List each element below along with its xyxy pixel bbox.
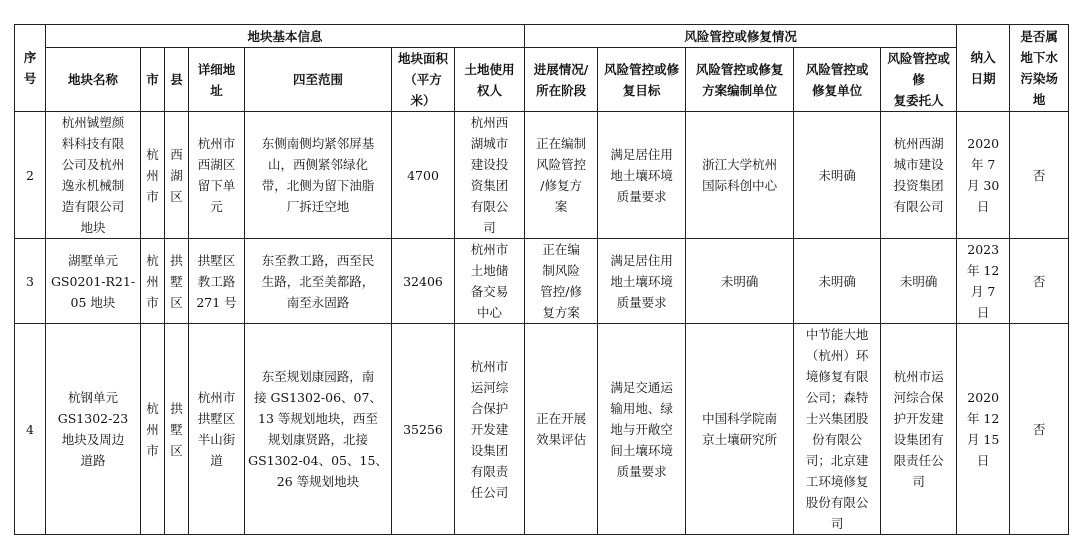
table-row — [15, 324, 1069, 535]
cell-owner: 杭州西 湖城市 建设投 资集团 有限公 司 — [455, 112, 525, 239]
cell-boundary: 东侧南侧均紧邻屏基 山，西侧紧邻绿化 带，北侧为留下油脂 厂拆迁空地 — [245, 112, 392, 239]
cell-date: 2020 年 12 月 15 日 — [957, 324, 1010, 535]
header-repair-unit: 风险管控或 修复单位 — [794, 48, 881, 112]
cell-progress: 正在编制 风险管控 /修复方 案 — [525, 112, 598, 239]
cell-date: 2023 年 12 月 7 日 — [957, 239, 1010, 324]
cell-client: 杭州市运 河综合保 护开发建 设集团有 限责任公 司 — [881, 324, 957, 535]
header-address: 详细地 址 — [189, 48, 245, 112]
cell-groundwater: 否 — [1010, 239, 1069, 324]
cell-area: 4700 — [392, 112, 455, 239]
cell-county: 西 湖 区 — [165, 112, 189, 239]
cell-groundwater: 否 — [1010, 324, 1069, 535]
cell-repair-unit: 未明确 — [794, 239, 881, 324]
header-groundwater: 是否属 地下水 污染场 地 — [1010, 25, 1069, 112]
cell-goal: 满足居住用 地土壤环境 质量要求 — [598, 239, 686, 324]
header-city: 市 — [141, 48, 165, 112]
cell-county: 拱 墅 区 — [165, 239, 189, 324]
cell-area: 32406 — [392, 239, 455, 324]
header-import-date: 纳入 日期 — [957, 25, 1010, 112]
cell-seq: 4 — [15, 324, 46, 535]
cell-address: 杭州市 西湖区 留下单 元 — [189, 112, 245, 239]
cell-name: 杭州铖塑颜 料科技有限 公司及杭州 逸永机械制 造有限公司 地块 — [46, 112, 141, 239]
cell-plan-unit: 中国科学院南 京土壤研究所 — [686, 324, 794, 535]
header-owner: 土地使用 权人 — [455, 48, 525, 112]
cell-city: 杭 州 市 — [141, 112, 165, 239]
cell-plan-unit: 未明确 — [686, 239, 794, 324]
cell-groundwater: 否 — [1010, 112, 1069, 239]
cell-boundary: 东至规划康园路，南 接 GS1302-06、07、 13 等规划地块，西至 规划康贤路，北接 GS1302-04、05、15、 26 等规划地块 — [245, 324, 392, 535]
cell-city: 杭 州 市 — [141, 324, 165, 535]
cell-client: 杭州西湖 城市建设 投资集团 有限公司 — [881, 112, 957, 239]
header-progress: 进展情况/ 所在阶段 — [525, 48, 598, 112]
cell-date: 2020 年 7 月 30 日 — [957, 112, 1010, 239]
cell-seq: 3 — [15, 239, 46, 324]
header-area: 地块面积 （平方 米） — [392, 48, 455, 112]
cell-address: 拱墅区 教工路 271 号 — [189, 239, 245, 324]
cell-owner: 杭州市 运河综 合保护 开发建 设集团 有限责 任公司 — [455, 324, 525, 535]
cell-city: 杭 州 市 — [141, 239, 165, 324]
cell-goal: 满足交通运 输用地、绿 地与开敞空 间土壤环境 质量要求 — [598, 324, 686, 535]
cell-area: 35256 — [392, 324, 455, 535]
cell-repair-unit: 中节能大地 （杭州）环 境修复有限 公司；森特 士兴集团股 份有限公 司；北京建 工环境修复 股份有限公 司 — [794, 324, 881, 535]
header-name: 地块名称 — [46, 48, 141, 112]
header-plan-unit: 风险管控或修复 方案编制单位 — [686, 48, 794, 112]
header-boundary: 四至范围 — [245, 48, 392, 112]
cell-repair-unit: 未明确 — [794, 112, 881, 239]
header-group-basic: 地块基本信息 — [46, 25, 525, 48]
cell-owner: 杭州市 土地储 备交易 中心 — [455, 239, 525, 324]
header-client: 风险管控或修 复委托人 — [881, 48, 957, 112]
cell-seq: 2 — [15, 112, 46, 239]
header-group-risk: 风险管控或修复情况 — [525, 25, 957, 48]
contaminated-site-table — [14, 24, 1069, 535]
cell-boundary: 东至教工路，西至民 生路，北至美都路， 南至永固路 — [245, 239, 392, 324]
cell-goal: 满足居住用 地土壤环境 质量要求 — [598, 112, 686, 239]
header-goal: 风险管控或修 复目标 — [598, 48, 686, 112]
cell-name: 杭钢单元 GS1302-23 地块及周边 道路 — [46, 324, 141, 535]
header-county: 县 — [165, 48, 189, 112]
header-seq: 序 号 — [15, 25, 46, 112]
cell-county: 拱 墅 区 — [165, 324, 189, 535]
table-row — [15, 239, 1069, 324]
cell-progress: 正在开展 效果评估 — [525, 324, 598, 535]
cell-progress: 正在编 制风险 管控/修 复方案 — [525, 239, 598, 324]
cell-client: 未明确 — [881, 239, 957, 324]
cell-plan-unit: 浙江大学杭州 国际科创中心 — [686, 112, 794, 239]
cell-address: 杭州市 拱墅区 半山街 道 — [189, 324, 245, 535]
table-row — [15, 112, 1069, 239]
cell-name: 湖墅单元 GS0201-R21- 05 地块 — [46, 239, 141, 324]
